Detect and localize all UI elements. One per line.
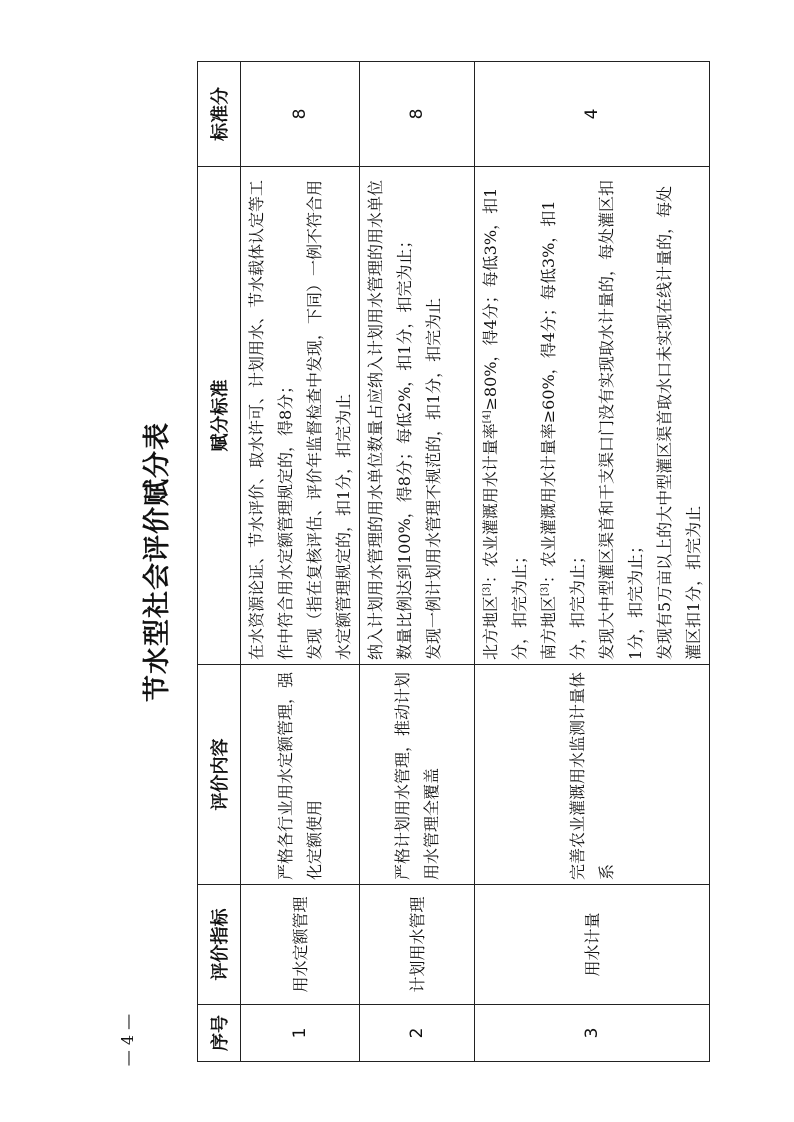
- criteria-line: 南方地区[3]：农业灌溉用水计量率≥60%，得4分；每低3%，扣1分，扣完为止；: [539, 200, 587, 660]
- row-score: 8: [241, 62, 360, 167]
- table-header-row: [198, 62, 241, 1062]
- row-no: 1: [241, 1005, 360, 1062]
- criteria-line: 在水资源论证、节水评价、取水许可、计划用水、节水载体认定等工作中符合用水定额管理规定的，得8分；: [247, 179, 295, 660]
- table-row: [360, 62, 475, 1062]
- row-score: 8: [360, 62, 475, 167]
- header-score: 标准分: [198, 62, 241, 167]
- row-no: 3: [475, 1005, 710, 1062]
- header-criteria: 赋分标准: [198, 167, 241, 665]
- header-content: 评价内容: [198, 665, 241, 885]
- row-score: 4: [475, 62, 710, 167]
- table-row: [241, 62, 360, 1062]
- row-no: 2: [360, 1005, 475, 1062]
- row-criteria: [360, 167, 475, 665]
- criteria-line: 发现（指在复核评估、评价年监督检查中发现，下同）一例不符合用水定额管理规定的，扣1分，扣完为止: [305, 179, 353, 660]
- table-row: [475, 62, 710, 1062]
- rotated-table-region: [135, 62, 703, 1062]
- page-number: — 4 —: [118, 1013, 137, 1067]
- criteria-line: 发现一例计划用水管理不规范的，扣1分，扣完为止: [424, 297, 443, 660]
- row-content: 严格计划用水管理，推动计划用水管理全覆盖: [360, 665, 475, 885]
- row-content: 完善农业灌溉用水监测计量体系: [475, 665, 710, 885]
- criteria-line: 北方地区[3]：农业灌溉用水计量率[4]≥80%，得4分；每低3%，扣1分，扣完为止；: [481, 187, 529, 660]
- evaluation-table: [197, 61, 710, 1062]
- row-criteria: [241, 167, 360, 665]
- row-indicator: 用水计量: [475, 885, 710, 1005]
- table-title: 节水型社会评价赋分表: [142, 422, 173, 702]
- row-indicator: 用水定额管理: [241, 885, 360, 1005]
- criteria-line: 发现大中型灌区渠首和干支渠口门没有实现取水计量的，每处灌区扣1分，扣完为止；: [597, 179, 645, 660]
- header-indicator: 评价指标: [198, 885, 241, 1005]
- row-criteria: [475, 167, 710, 665]
- row-indicator: 计划用水管理: [360, 885, 475, 1005]
- header-no: 序号: [198, 1005, 241, 1062]
- row-content: 严格各行业用水定额管理，强化定额使用: [241, 665, 360, 885]
- criteria-line: 发现有5万亩以上的大中型灌区渠首取水口未实现在线计量的，每处灌区扣1分，扣完为止: [655, 185, 703, 660]
- criteria-line: 纳入计划用水管理的用水单位数量占应纳入计划用水管理的用水单位数量比例达到100%，得8分；每低2%，扣1分，扣完为止；: [366, 179, 414, 660]
